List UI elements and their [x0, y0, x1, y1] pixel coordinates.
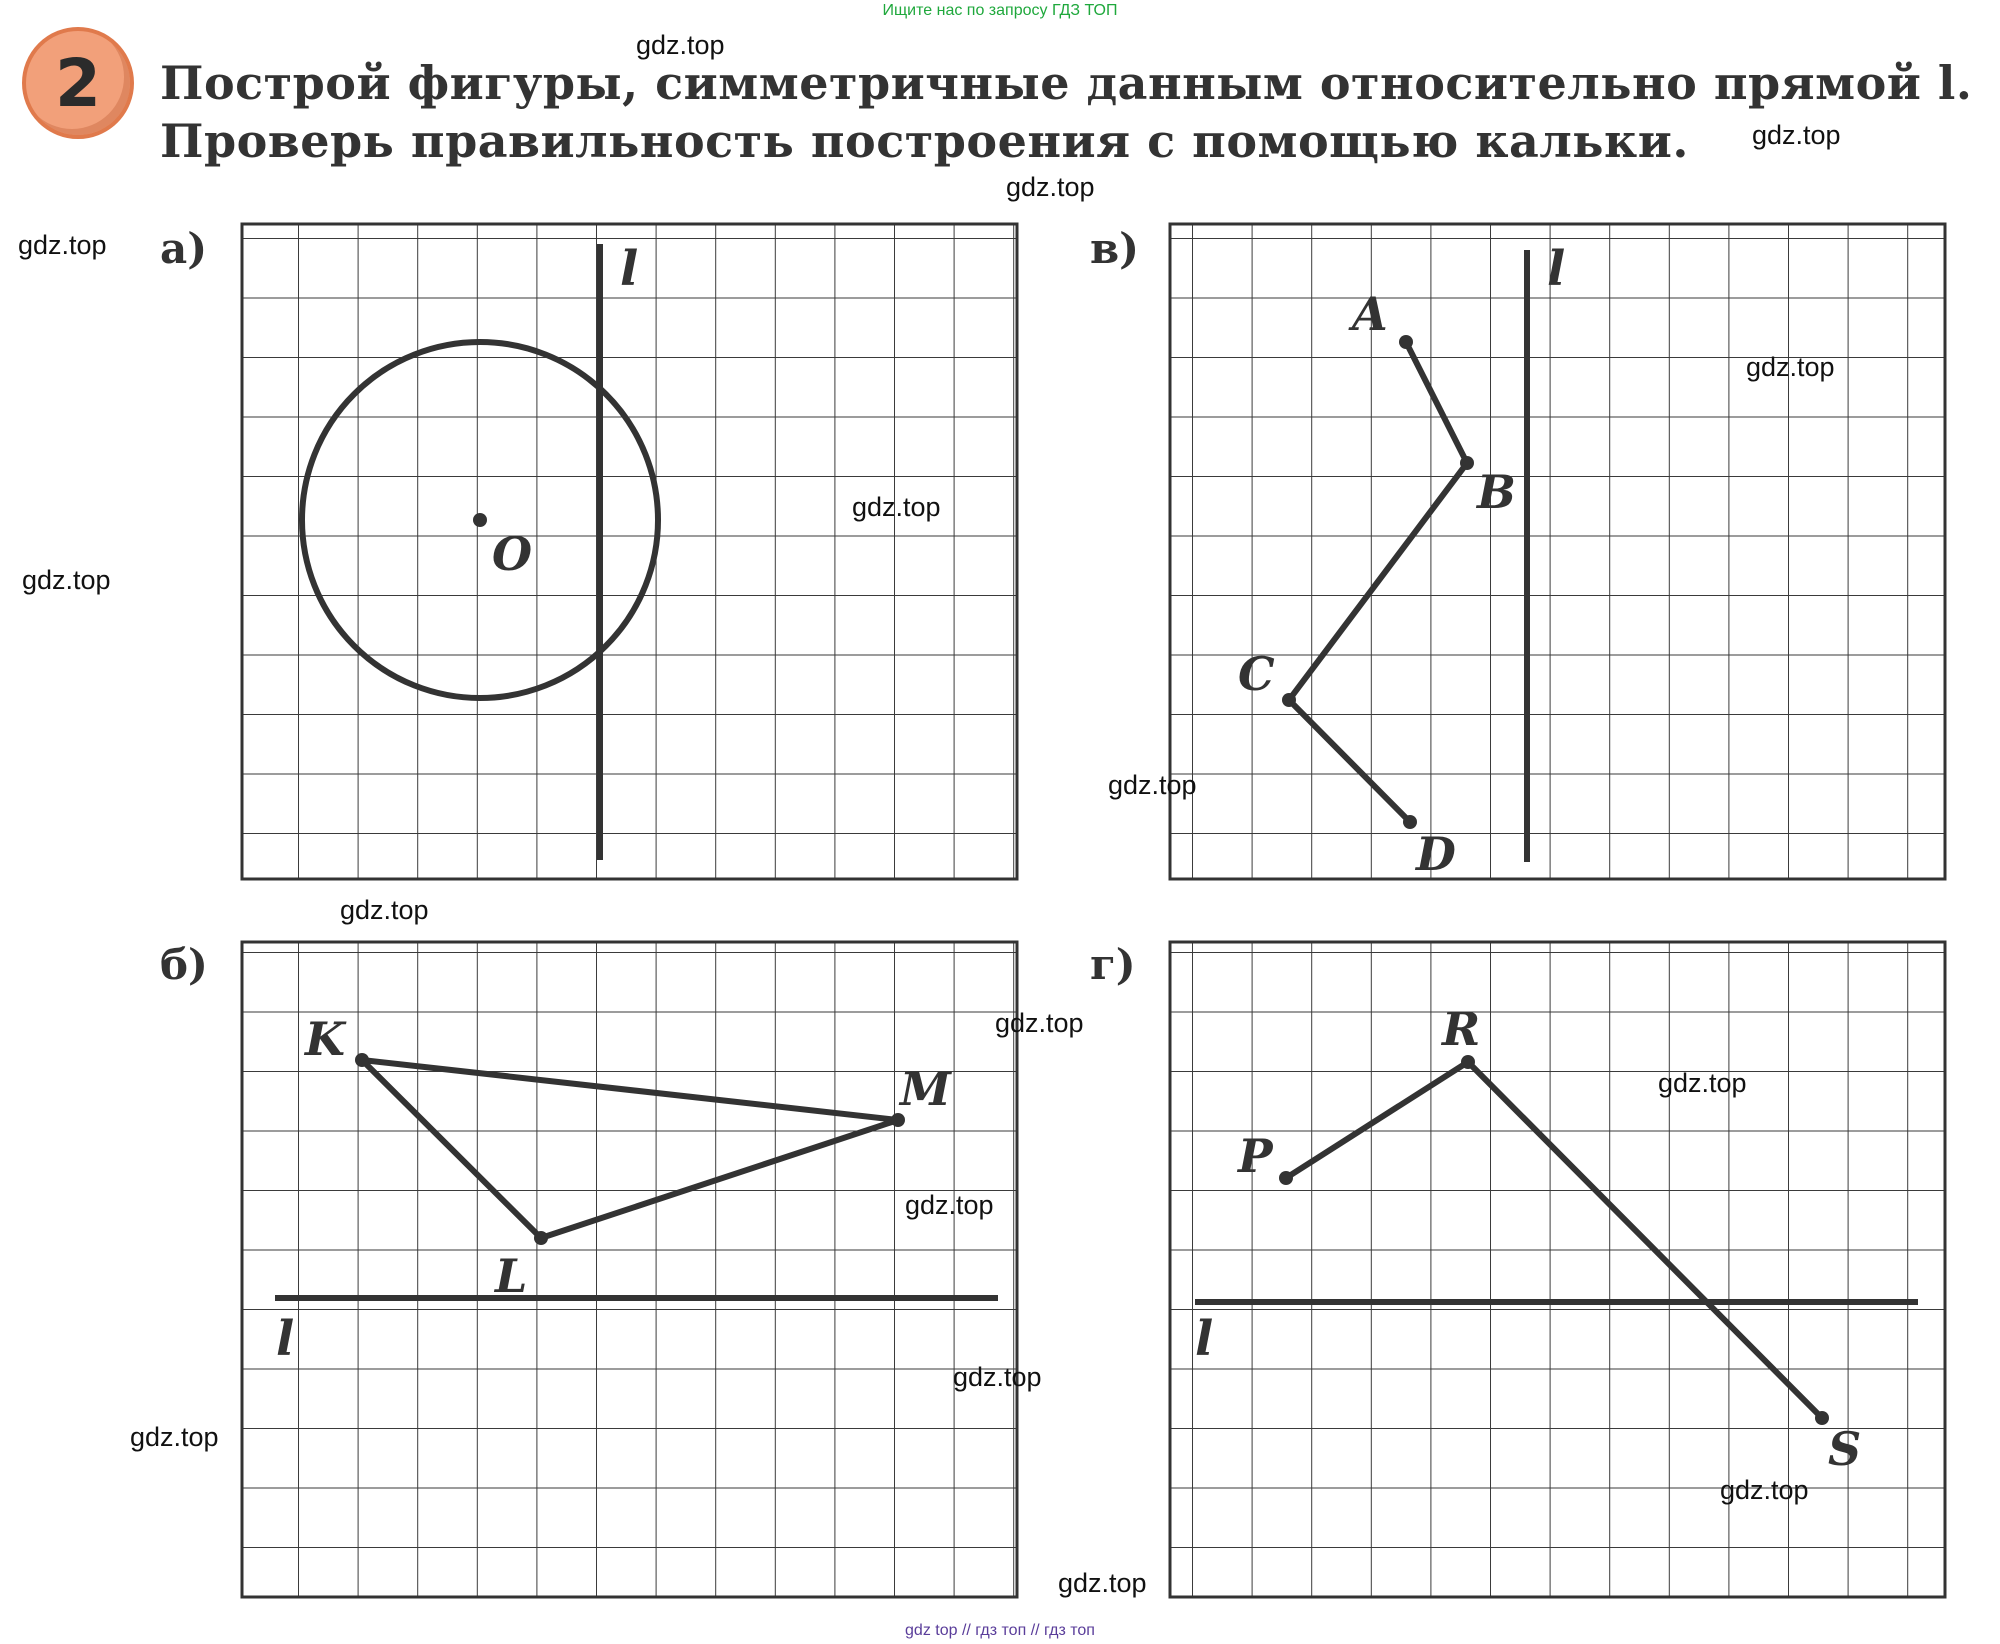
watermark: gdz.top — [953, 1362, 1042, 1392]
watermark: gdz.top — [995, 1008, 1084, 1038]
watermark: gdz.top — [1720, 1475, 1809, 1505]
task-text-line-2: Проверь правильность построения с помощью кальки. — [160, 114, 1689, 168]
panel-v-point-d — [1403, 815, 1417, 829]
watermark: gdz.top — [340, 895, 429, 925]
panel-g-point-s — [1815, 1411, 1829, 1425]
watermark: gdz.top — [636, 30, 725, 60]
panel-g-line-label: l — [1195, 1311, 1214, 1367]
watermark: gdz.top — [852, 492, 941, 522]
panel-v-point-a — [1399, 335, 1413, 349]
panel-v-label-d: D — [1416, 827, 1456, 881]
panel-g-label-r: R — [1442, 1002, 1481, 1056]
watermark: gdz.top — [905, 1190, 994, 1220]
panel-v-label-a: A — [1352, 287, 1388, 341]
panel-v-grid — [1170, 224, 1945, 879]
watermark: gdz.top — [1746, 352, 1835, 382]
panel-a-grid — [242, 224, 1017, 879]
panel-b-label-m: M — [900, 1062, 951, 1116]
panel-v-point-c — [1282, 693, 1296, 707]
bottom-footer-note: gdz top // гдз топ // гдз топ — [905, 1622, 1095, 1639]
panel-v-line-label: l — [1547, 241, 1566, 297]
panel-a-center-label: O — [492, 527, 533, 581]
panel-g-label: г) — [1090, 940, 1136, 989]
panel-b-label-k: K — [305, 1012, 345, 1066]
panel-g-grid — [1170, 942, 1945, 1597]
panel-a-label: а) — [160, 224, 208, 273]
panel-b-grid — [242, 942, 1017, 1597]
exercise-number-badge: 2 — [22, 27, 134, 139]
panel-g-point-p — [1279, 1171, 1293, 1185]
panel-a-line-label: l — [620, 241, 639, 297]
panel-g-label-s: S — [1828, 1422, 1862, 1476]
panel-v-point-b — [1460, 456, 1474, 470]
panel-b-label-l: L — [495, 1249, 528, 1303]
watermark: gdz.top — [1108, 770, 1197, 800]
panel-v-label: в) — [1090, 224, 1140, 273]
watermark: gdz.top — [1658, 1068, 1747, 1098]
watermark: gdz.top — [22, 565, 111, 595]
panel-g-label-p: P — [1238, 1129, 1273, 1183]
watermark: gdz.top — [1752, 120, 1841, 150]
task-text-line-1: Построй фигуры, симметричные данным относительно прямой l. — [160, 56, 1973, 110]
panel-v-label-c: C — [1238, 647, 1275, 701]
watermark: gdz.top — [1006, 172, 1095, 202]
panel-b-point-l — [534, 1231, 548, 1245]
panel-b-line-label: l — [276, 1311, 295, 1367]
panel-b-label: б) — [160, 940, 208, 989]
panel-a-center-point — [473, 513, 487, 527]
watermark: gdz.top — [130, 1422, 219, 1452]
panel-g-point-r — [1461, 1055, 1475, 1069]
panel-b-point-k — [355, 1053, 369, 1067]
watermark: gdz.top — [18, 230, 107, 260]
top-search-note: Ищите нас по запросу ГДЗ ТОП — [882, 2, 1118, 19]
panel-v-label-b: B — [1477, 465, 1516, 519]
watermark: gdz.top — [1058, 1568, 1147, 1598]
